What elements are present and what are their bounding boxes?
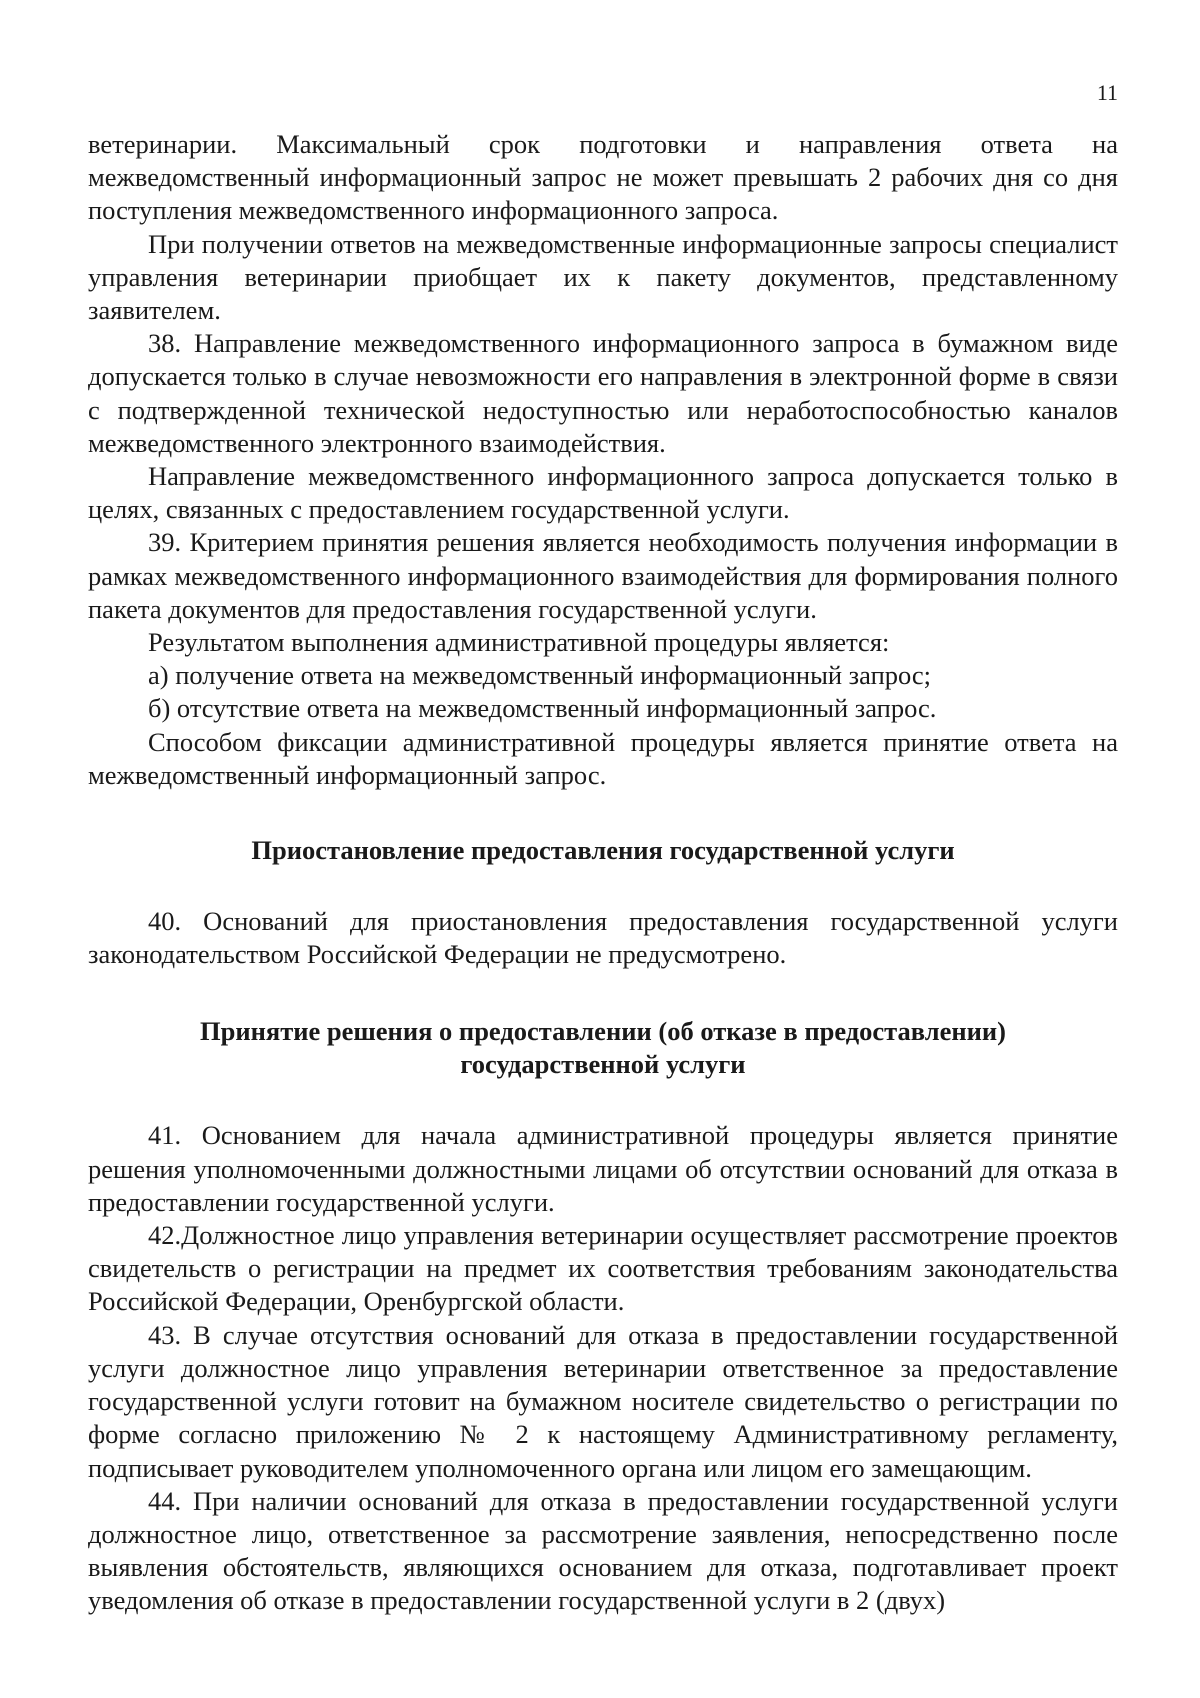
paragraph-39: 39. Критерием принятия решения является необходимость получения информации в рамках межведомственного информационного взаимодействия для формирования полного пакета документов для предоставления государственной услуги.	[88, 527, 1118, 624]
section-heading-decision-line2: государственной услуги	[460, 1049, 746, 1080]
paragraph-39-fixation: Способом фиксации административной процедуры является принятие ответа на межведомственный информационный запрос.	[88, 726, 1118, 790]
paragraph-37-answers: При получении ответов на межведомственные информационные запросы специалист управления ветеринарии приобщает их к пакету документов, представленному заявителем.	[88, 228, 1118, 326]
paragraph-41: 41. Основанием для начала административной процедуры является принятие решения уполномоченными должностными лицами об отсутствии оснований для отказа в предоставлении государственной услуги.	[88, 1120, 1118, 1217]
paragraph-38: 38. Направление межведомственного информационного запроса в бумажном виде допускается только в случае невозможности его направления в электронной форме в связи с подтвержденной технической недоступностью или неработоспособностью каналов межведомственного электронного взаимодействия.	[88, 328, 1118, 458]
paragraph-37-continuation: ветеринарии. Максимальный срок подготовки и направления ответа на межведомственный информационный запрос не может превышать 2 рабочих дня со дня поступления межведомственного информационного запроса.	[88, 129, 1118, 226]
section-heading-decision-line1: Принятие решения о предоставлении (об отказе в предоставлении)	[200, 1016, 1006, 1047]
paragraph-38-purpose: Направление межведомственного информационного запроса допускается только в целях, связанных с предоставлением государственной услуги.	[88, 461, 1118, 525]
paragraph-39-result: Результатом выполнения административной процедуры является:	[148, 627, 890, 658]
list-item-a: а) получение ответа на межведомственный информационный запрос;	[148, 660, 932, 691]
paragraph-43: 43. В случае отсутствия оснований для отказа в предоставлении государственной услуги должностное лицо управления ветеринарии ответственное за предоставление государственной услуги готовит на бумажном носителе свидетельство о регистрации по форме согласно приложению № 2 к настоящему Административному регламенту, подписывает руководителем уполномоченного органа или лицом его замещающим.	[88, 1319, 1118, 1483]
list-item-b: б) отсутствие ответа на межведомственный информационный запрос.	[148, 693, 937, 724]
section-heading-suspension: Приостановление предоставления государственной услуги	[251, 835, 955, 866]
paragraph-40: 40. Оснований для приостановления предоставления государственной услуги законодательством Российской Федерации не предусмотрено.	[88, 906, 1118, 970]
section-heading-decision	[88, 1015, 1118, 1081]
page-number: 11	[1096, 80, 1118, 105]
paragraph-42: 42.Должностное лицо управления ветеринарии осуществляет рассмотрение проектов свидетельств о регистрации на предмет их соответствия требованиям законодательства Российской Федерации, Оренбургской области.	[88, 1220, 1118, 1317]
document-body	[88, 128, 1118, 1618]
paragraph-44: 44. При наличии оснований для отказа в предоставлении государственной услуги должностное лицо, ответственное за рассмотрение заявления, непосредственно после выявления обстоятельств, являющихся основанием для отказа, подготавливает проект уведомления об отказе в предоставлении государственной услуги в 2 (двух)	[88, 1485, 1118, 1616]
